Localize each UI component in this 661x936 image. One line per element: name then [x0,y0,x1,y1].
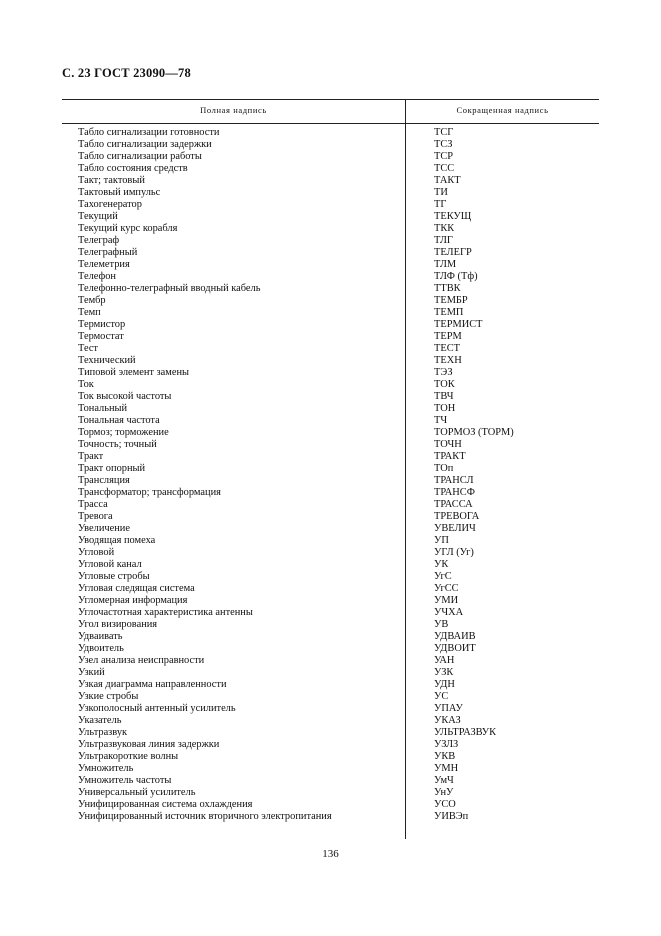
table-row [62,439,599,451]
table-row [62,643,599,655]
full-name-cell: Текущий курс корабля [78,223,178,234]
table-header-rule [62,123,599,124]
full-name-cell: Такт; тактовый [78,175,145,186]
table-row [62,307,599,319]
abbreviation-cell: ТОРМОЗ (ТОРМ) [434,427,514,438]
abbreviation-cell: ТЕХН [434,355,462,366]
table-row [62,523,599,535]
abbreviation-cell: ТЛМ [434,259,457,270]
full-name-cell: Уводящая помеха [78,535,156,546]
table-row [62,691,599,703]
abbreviation-cell: УМИ [434,595,459,606]
full-name-cell: Точность; точный [78,439,157,450]
table-row [62,271,599,283]
abbreviation-cell: ТРАКТ [434,451,466,462]
abbreviation-cell: ТЕМП [434,307,464,318]
abbreviation-cell: ТСР [434,151,454,162]
table-row [62,163,599,175]
abbreviation-cell: УЛЬТРАЗВУК [434,727,497,738]
table-row [62,223,599,235]
full-name-cell: Термистор [78,319,126,330]
table-row [62,259,599,271]
table-row [62,247,599,259]
full-name-cell: Текущий [78,211,118,222]
table-row [62,619,599,631]
table-row [62,211,599,223]
full-name-cell: Табло состояния средств [78,163,188,174]
abbreviation-cell: УПАУ [434,703,463,714]
abbreviation-cell: УЧХА [434,607,464,618]
full-name-cell: Ток [78,379,94,390]
abbreviation-cell: УС [434,691,449,702]
full-name-cell: Трансляция [78,475,130,486]
abbreviation-cell: ТЧ [434,415,448,426]
abbreviation-cell: ТВЧ [434,391,454,402]
full-name-cell: Удваивать [78,631,123,642]
full-name-cell: Телеграф [78,235,120,246]
abbreviation-cell: ТСС [434,163,455,174]
table-body [62,127,599,823]
full-name-cell: Узел анализа неисправности [78,655,205,666]
full-name-cell: Тональная частота [78,415,160,426]
abbreviation-cell: ТЭЗ [434,367,453,378]
full-name-cell: Унифицированная система охлаждения [78,799,253,810]
table-row [62,343,599,355]
abbreviation-cell: ТАКТ [434,175,461,186]
table-row [62,379,599,391]
full-name-cell: Тембр [78,295,106,306]
table-row [62,667,599,679]
full-name-cell: Тактовый импульс [78,187,161,198]
table-row [62,403,599,415]
full-name-cell: Умножитель частоты [78,775,172,786]
full-name-cell: Табло сигнализации готовности [78,127,220,138]
abbreviation-cell: ТКК [434,223,455,234]
full-name-cell: Трансформатор; трансформация [78,487,221,498]
full-name-cell: Узкий [78,667,105,678]
abbreviation-cell: ТЛФ (Тф) [434,271,478,282]
table-top-rule [62,99,599,100]
page-number: 136 [322,848,339,860]
abbreviation-cell: УДВОИТ [434,643,476,654]
abbreviation-cell: ТРАНСЛ [434,475,474,486]
table-row [62,607,599,619]
abbreviation-cell: УАН [434,655,455,666]
table-row [62,151,599,163]
full-name-cell: Тормоз; торможение [78,427,169,438]
full-name-cell: Угловая следящая система [78,583,195,594]
full-name-cell: Увеличение [78,523,130,534]
table-row [62,415,599,427]
full-name-cell: Указатель [78,715,122,726]
full-name-cell: Табло сигнализации работы [78,151,202,162]
table-row [62,295,599,307]
full-name-cell: Ультракороткие волны [78,751,179,762]
full-name-cell: Трасса [78,499,108,510]
full-name-cell: Углочастотная характеристика антенны [78,607,253,618]
table-row [62,463,599,475]
full-name-cell: Универсальный усилитель [78,787,196,798]
full-name-cell: Угловые стробы [78,571,150,582]
abbreviation-cell: ТЕМБР [434,295,468,306]
full-name-cell: Узкая диаграмма направленности [78,679,227,690]
table-row [62,595,599,607]
table-row [62,583,599,595]
table-row [62,679,599,691]
abbreviation-cell: УнУ [434,787,454,798]
table-row [62,571,599,583]
abbreviation-cell: ТСЗ [434,139,453,150]
abbreviation-cell: УВ [434,619,449,630]
full-name-cell: Тахогенератор [78,199,142,210]
abbreviation-cell: ТИ [434,187,448,198]
table-row [62,283,599,295]
table-row [62,799,599,811]
full-name-cell: Технический [78,355,136,366]
full-name-cell: Узкие стробы [78,691,139,702]
abbreviation-cell: ТОК [434,379,455,390]
abbreviation-cell: УСО [434,799,456,810]
full-name-cell: Унифицированный источник вторичного электропитания [78,811,332,822]
table-row [62,751,599,763]
full-name-cell: Тревога [78,511,113,522]
abbreviation-cell: УКАЗ [434,715,461,726]
abbreviation-cell: ТОп [434,463,454,474]
table-row [62,235,599,247]
page-header: С. 23 ГОСТ 23090—78 [62,66,191,80]
table-row [62,775,599,787]
full-name-cell: Угол визирования [78,619,158,630]
table-row [62,391,599,403]
full-name-cell: Ультразвуковая линия задержки [78,739,220,750]
table-row [62,427,599,439]
full-name-cell: Тональный [78,403,128,414]
abbreviation-cell: УгС [434,571,452,582]
full-name-cell: Ультразвук [78,727,128,738]
table-row [62,763,599,775]
abbreviation-cell: УП [434,535,449,546]
table-row [62,655,599,667]
abbreviation-cell: ТЕРМ [434,331,462,342]
abbreviation-cell: УмЧ [434,775,454,786]
full-name-cell: Угловой канал [78,559,142,570]
abbreviation-cell: УЗК [434,667,454,678]
abbreviation-cell: ТТВК [434,283,461,294]
full-name-cell: Термостат [78,331,124,342]
table-row [62,511,599,523]
abbreviation-cell: ТСГ [434,127,454,138]
table-row [62,703,599,715]
table-row [62,499,599,511]
full-name-cell: Темп [78,307,101,318]
table-row [62,331,599,343]
table-row [62,367,599,379]
table-row [62,475,599,487]
table-row [62,487,599,499]
table-row [62,127,599,139]
table-row [62,715,599,727]
abbreviation-table [62,99,599,839]
table-row [62,739,599,751]
abbreviation-cell: УДН [434,679,455,690]
abbreviation-cell: ТРАНСФ [434,487,475,498]
abbreviation-cell: ТЕКУЩ [434,211,472,222]
abbreviation-cell: ТОН [434,403,456,414]
table-row [62,187,599,199]
table-row [62,727,599,739]
full-name-cell: Ток высокой частоты [78,391,172,402]
abbreviation-cell: УМН [434,763,459,774]
full-name-cell: Умножитель [78,763,134,774]
table-row [62,175,599,187]
full-name-cell: Тракт опорный [78,463,146,474]
full-name-cell: Тест [78,343,98,354]
column-header-full: Полная надпись [200,105,267,115]
table-row [62,199,599,211]
table-row [62,139,599,151]
abbreviation-cell: ТРЕВОГА [434,511,480,522]
table-row [62,559,599,571]
table-row [62,631,599,643]
abbreviation-cell: ТЛГ [434,235,453,246]
full-name-cell: Удвоитель [78,643,124,654]
full-name-cell: Тракт [78,451,104,462]
full-name-cell: Узкополосный антенный усилитель [78,703,236,714]
abbreviation-cell: ТЕСТ [434,343,460,354]
abbreviation-cell: ТЕЛЕГР [434,247,472,258]
column-header-abbr: Сокращенная надпись [456,105,549,115]
table-row [62,355,599,367]
abbreviation-cell: ТОЧН [434,439,462,450]
abbreviation-cell: ТРАССА [434,499,473,510]
table-row [62,535,599,547]
abbreviation-cell: УКВ [434,751,456,762]
full-name-cell: Телеграфный [78,247,138,258]
full-name-cell: Типовой элемент замены [78,367,189,378]
full-name-cell: Телефон [78,271,116,282]
full-name-cell: Табло сигнализации задержки [78,139,212,150]
abbreviation-cell: ТЕРМИСТ [434,319,483,330]
full-name-cell: Угломерная информация [78,595,188,606]
table-row [62,451,599,463]
table-row [62,319,599,331]
full-name-cell: Телефонно-телеграфный вводный кабель [78,283,261,294]
table-row [62,811,599,823]
abbreviation-cell: УК [434,559,449,570]
table-row [62,787,599,799]
full-name-cell: Угловой [78,547,115,558]
abbreviation-cell: УЗЛЗ [434,739,459,750]
abbreviation-cell: УгСС [434,583,459,594]
full-name-cell: Телеметрия [78,259,130,270]
abbreviation-cell: УГЛ (Уг) [434,547,474,558]
abbreviation-cell: УВЕЛИЧ [434,523,476,534]
abbreviation-cell: УДВАИВ [434,631,476,642]
abbreviation-cell: УИВЭп [434,811,469,822]
table-row [62,547,599,559]
abbreviation-cell: ТГ [434,199,447,210]
